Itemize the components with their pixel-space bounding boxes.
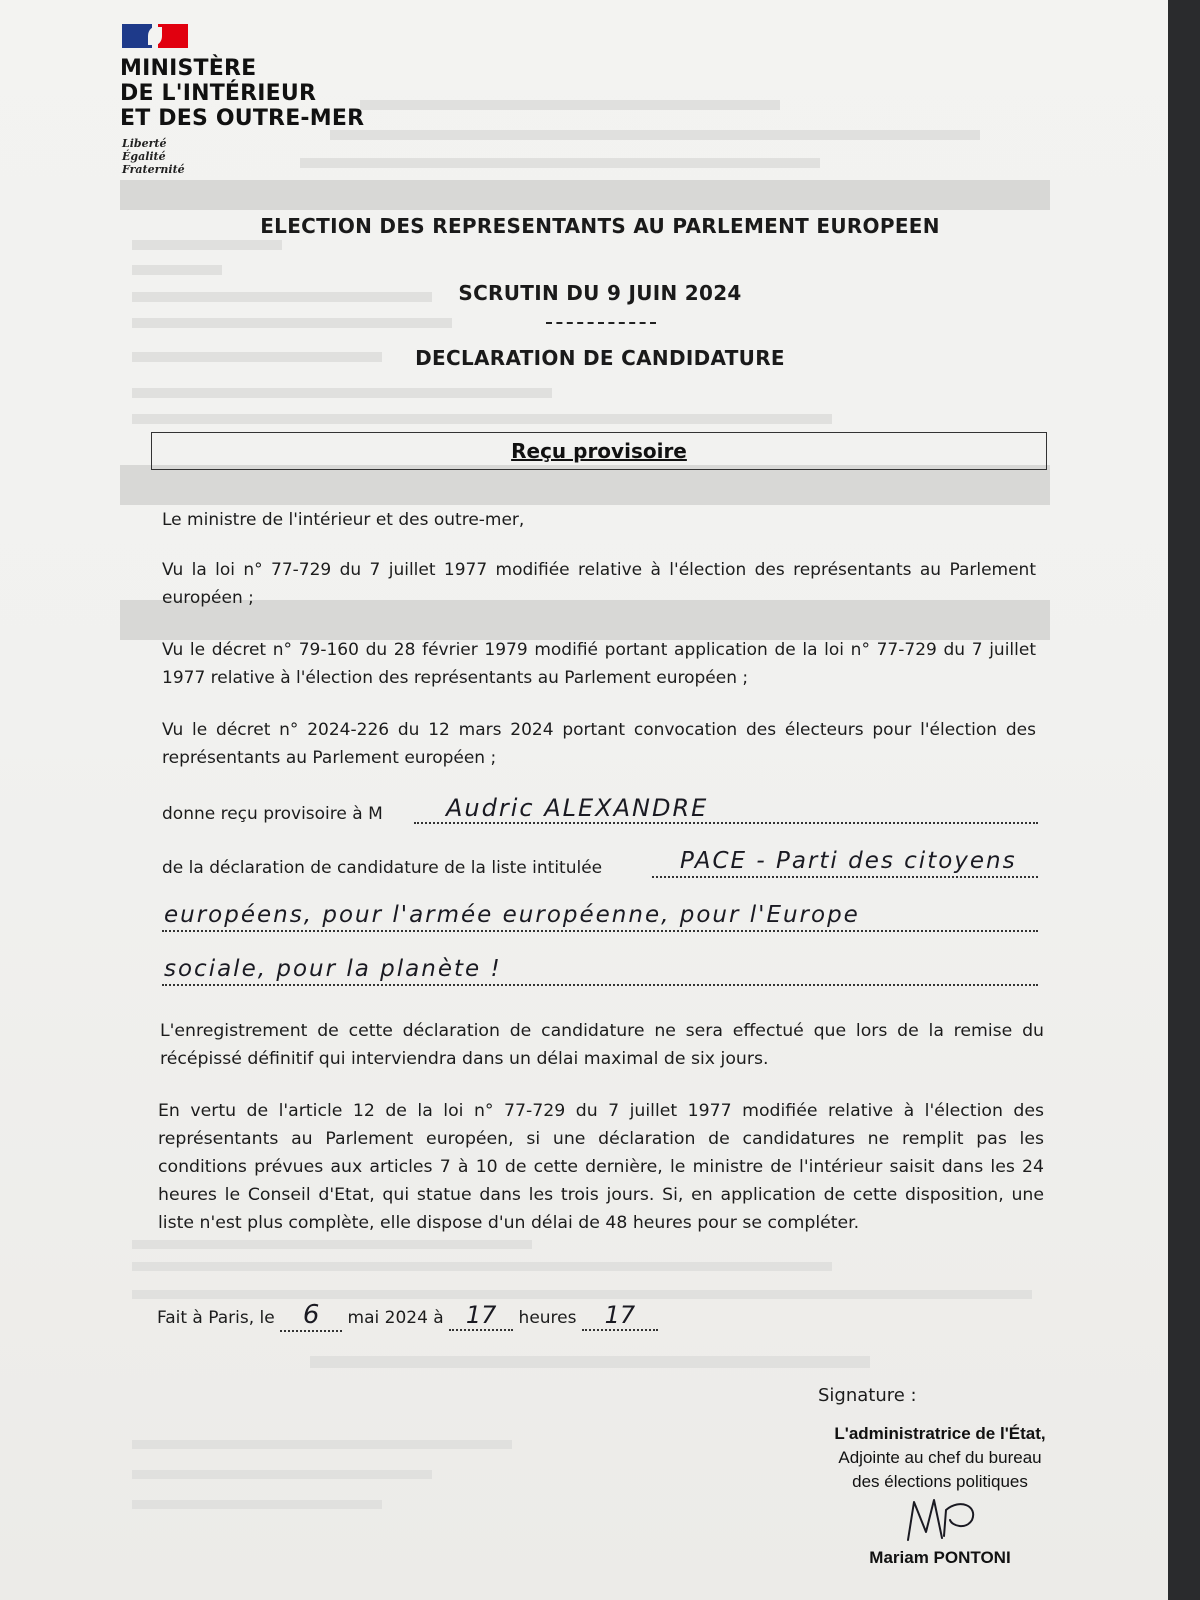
ministry-name bbox=[120, 56, 364, 131]
republic-motto bbox=[122, 137, 185, 176]
date-prefix: Fait à Paris, le bbox=[157, 1308, 275, 1328]
liste-dotted-line-2 bbox=[162, 930, 1038, 932]
date-line bbox=[157, 1300, 658, 1332]
day-handwritten: 6 bbox=[302, 1300, 320, 1330]
recu-label: donne reçu provisoire à M bbox=[162, 804, 383, 824]
list-name-handwritten-3: sociale, pour la planète ! bbox=[164, 956, 502, 982]
vu-loi-paragraph: Vu la loi n° 77-729 du 7 juillet 1977 modifiée relative à l'élection des représentants au Parlement européen ; bbox=[162, 560, 1036, 608]
signature-label: Signature : bbox=[818, 1385, 917, 1406]
vu-decret-2024-paragraph: Vu le décret n° 2024-226 du 12 mars 2024 portant convocation des électeurs pour l'élection des représentants au Parlement européen ; bbox=[162, 720, 1036, 768]
handwritten-signature bbox=[900, 1492, 1010, 1552]
hour-handwritten: 17 bbox=[465, 1301, 497, 1329]
ministry-line-3: ET DES OUTRE-MER bbox=[120, 106, 365, 131]
declaration-title: DECLARATION DE CANDIDATURE bbox=[415, 346, 785, 370]
signatory-name: Mariam PONTONI bbox=[869, 1548, 1011, 1567]
list-name-handwritten-1: PACE - Parti des citoyens bbox=[680, 848, 1017, 874]
liste-dotted-line-3 bbox=[162, 984, 1038, 986]
signatory-title: L'administratrice de l'État, bbox=[834, 1424, 1046, 1443]
scrutin-title: SCRUTIN DU 9 JUIN 2024 bbox=[458, 281, 742, 305]
article-12-paragraph: En vertu de l'article 12 de la loi n° 77-729 du 7 juillet 1977 modifiée relative à l'élection des représentants au Parlement européen, si une déclaration de candidatures ne remplit pas les conditions prévues aux articles 7 à 10 de cette dernière, le ministre de l'intérieur saisit dans les 24 heures le Conseil d'Etat, qui statue dans les trois jours. Si, en application de cette disposition, une liste n'est plus complète, elle dispose d'un délai de 48 heures pour se compléter. bbox=[158, 1101, 1044, 1233]
list-name-handwritten-2: européens, pour l'armée européenne, pour l'Europe bbox=[164, 902, 860, 928]
recu-dotted-line bbox=[414, 822, 1038, 824]
election-title: ELECTION DES REPRESENTANTS AU PARLEMENT EUROPEEN bbox=[260, 214, 940, 238]
heures-label: heures bbox=[518, 1308, 577, 1328]
motto-egalite: Égalité bbox=[122, 150, 166, 163]
date-middle: mai 2024 à bbox=[347, 1308, 444, 1328]
ministry-line-2: DE L'INTÉRIEUR bbox=[120, 81, 317, 106]
minutes-field bbox=[582, 1301, 658, 1331]
vu-decret-1979-paragraph: Vu le décret n° 79-160 du 28 février 1979 modifié portant application de la loi n° 77-729 du 7 juillet 1977 relative à l'élection des représentants au Parlement européen ; bbox=[162, 640, 1036, 688]
recipient-name-handwritten: Audric ALEXANDRE bbox=[446, 794, 709, 822]
motto-fraternite: Fraternité bbox=[122, 163, 185, 176]
signatory-role-1: Adjointe au chef du bureau bbox=[838, 1448, 1042, 1467]
liste-dotted-line-1 bbox=[652, 876, 1038, 878]
intro-text: Le ministre de l'intérieur et des outre-mer, bbox=[162, 510, 525, 530]
title-separator bbox=[546, 322, 656, 324]
hour-field bbox=[449, 1301, 513, 1331]
minutes-handwritten: 17 bbox=[604, 1301, 636, 1329]
ministry-line-1: MINISTÈRE bbox=[120, 56, 257, 81]
liste-label: de la déclaration de candidature de la liste intitulée bbox=[162, 858, 603, 878]
signatory-role-2: des élections politiques bbox=[852, 1472, 1028, 1491]
enregistrement-paragraph: L'enregistrement de cette déclaration de candidature ne sera effectué que lors de la remise du récépissé définitif qui interviendra dans un délai maximal de six jours. bbox=[160, 1021, 1044, 1069]
motto-liberte: Liberté bbox=[122, 137, 167, 150]
day-field bbox=[280, 1300, 342, 1332]
receipt-title: Reçu provisoire bbox=[511, 439, 687, 463]
receipt-title-box bbox=[151, 432, 1047, 470]
republic-logo bbox=[122, 24, 188, 48]
